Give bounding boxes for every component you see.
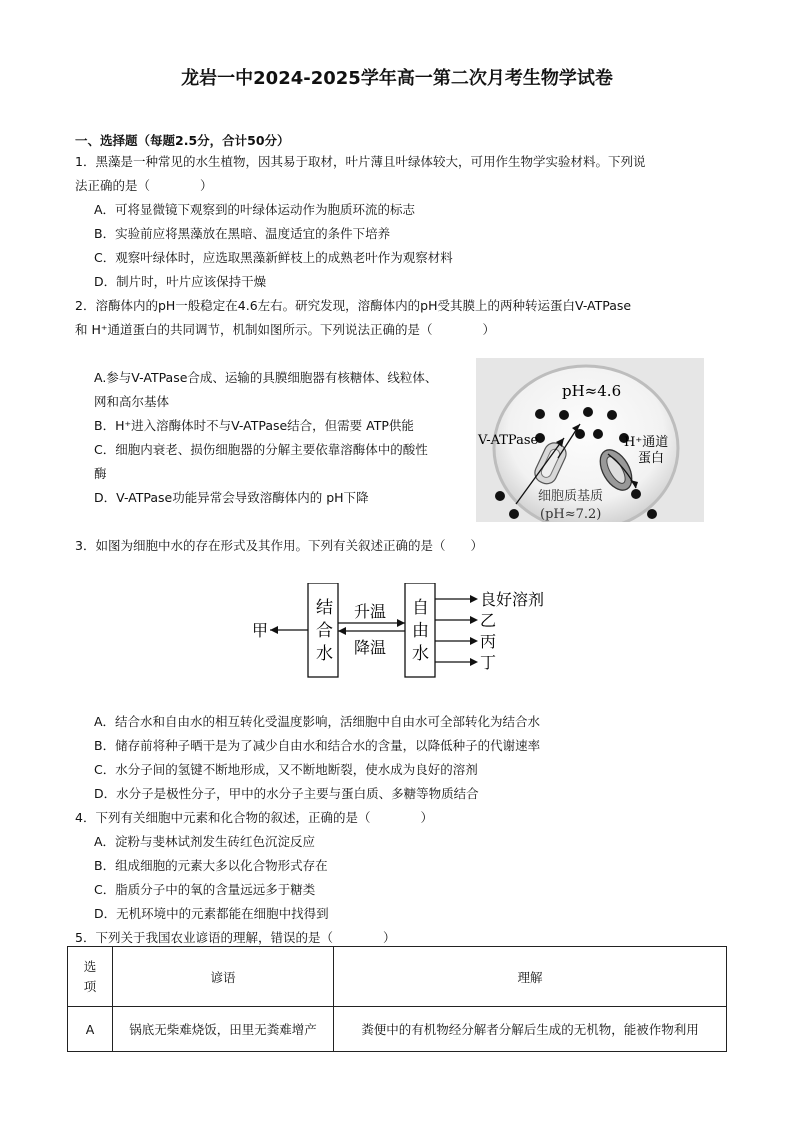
question-2-option-c-cont: 酶 <box>94 466 107 481</box>
question-2-option-a-cont: 网和高尔基体 <box>94 394 170 409</box>
question-4-stem: 4．下列有关细胞中元素和化合物的叙述，正确的是（ ） <box>75 810 433 825</box>
question-4-option-b: B．组成细胞的元素大多以化合物形式存在 <box>94 858 328 873</box>
section-heading: 一、选择题（每题2.5分，合计50分） <box>75 133 290 148</box>
question-3-stem: 3．如图为细胞中水的存在形式及其作用。下列有关叙述正确的是（ ） <box>75 538 483 553</box>
question-2-option-c: C．细胞内衰老、损伤细胞器的分解主要依靠溶酶体中的酸性 <box>94 442 428 457</box>
proton-dot <box>535 409 545 419</box>
ph-inside-label: pH≈4.6 <box>562 382 622 400</box>
proton-dot <box>593 429 603 439</box>
good-solvent-label: 良好溶剂 <box>480 590 545 609</box>
question-1-option-d: D．制片时，叶片应该保持干燥 <box>94 274 267 289</box>
lysosome-diagram <box>476 358 704 522</box>
question-2-option-d: D．V-ATPase功能异常会导致溶酶体内的 pH下降 <box>94 490 369 505</box>
proton-dot <box>559 410 569 420</box>
header-understanding: 理解 <box>334 947 727 1007</box>
page-title: 龙岩一中2024-2025学年高一第二次月考生物学试卷 <box>181 68 613 89</box>
lysosome-figure <box>476 358 704 522</box>
proton-dot <box>607 410 617 420</box>
question-3-option-c: C．水分子间的氢键不断地形成，又不断地断裂，使水成为良好的溶剂 <box>94 762 478 777</box>
bing-label: 丙 <box>480 632 497 651</box>
question-3-option-d: D．水分子是极性分子，甲中的水分子主要与蛋白质、多糖等物质结合 <box>94 786 479 801</box>
free-water-char-3: 水 <box>412 644 429 664</box>
proton-dot <box>495 491 505 501</box>
question-1-option-c: C．观察叶绿体时，应选取黑藻新鲜枝上的成熟老叶作为观察材料 <box>94 250 453 265</box>
table-row <box>68 1007 727 1052</box>
channel-label: H⁺通道 <box>624 435 669 450</box>
v-atpase-label: V-ATPase <box>478 433 539 448</box>
matrix-label: 细胞质基质 <box>538 489 604 504</box>
row-proverb: 锅底无柴难烧饭，田里无粪难增产 <box>113 1007 334 1052</box>
bound-water-char-3: 水 <box>316 644 333 664</box>
ding-label: 丁 <box>480 653 497 672</box>
question-1-option-b: B．实验前应将黑藻放在黑暗、温度适宜的条件下培养 <box>94 226 391 241</box>
question-1-option-a: A．可将显微镜下观察到的叶绿体运动作为胞质环流的标志 <box>94 202 416 217</box>
proton-dot <box>631 489 641 499</box>
question-3-option-b: B．储存前将种子晒干是为了减少自由水和结合水的含量，以降低种子的代谢速率 <box>94 738 541 753</box>
proverb-table <box>67 946 727 1052</box>
question-2-option-a: A.参与V-ATPase合成、运输的具膜细胞器有核糖体、线粒体、 <box>94 370 438 385</box>
question-5-stem: 5．下列关于我国农业谚语的理解，错误的是（ ） <box>75 930 396 945</box>
free-water-char-1: 自 <box>412 598 429 618</box>
channel-label-2: 蛋白 <box>638 451 665 466</box>
proton-dot <box>647 509 657 519</box>
matrix-ph-label: (pH≈7.2) <box>540 507 602 522</box>
question-2-stem: 2．溶酶体内的pH一般稳定在4.6左右。研究发现，溶酶体内的pH受其膜上的两种转运蛋白V-ATPase <box>75 298 632 313</box>
bound-water-char-2: 合 <box>316 621 333 641</box>
bound-water-char-1: 结 <box>316 598 333 618</box>
question-1-stem: 1．黑藻是一种常见的水生植物，因其易于取材，叶片薄且叶绿体较大，可用作生物学实验材料。下列说 <box>75 154 646 169</box>
header-option: 选 项 <box>68 947 113 1007</box>
header-proverb: 谚语 <box>113 947 334 1007</box>
proton-dot <box>509 509 519 519</box>
question-4-option-a: A．淀粉与斐林试剂发生砖红色沉淀反应 <box>94 834 316 849</box>
row-understanding: 粪便中的有机物经分解者分解后生成的无机物，能被作物利用 <box>334 1007 727 1052</box>
question-1-stem-cont: 法正确的是（ ） <box>75 178 213 193</box>
question-2-option-b: B．H⁺进入溶酶体时不与V-ATPase结合，但需要 ATP供能 <box>94 418 414 433</box>
free-water-char-2: 由 <box>412 621 429 641</box>
proton-dot <box>583 407 593 417</box>
row-option: A <box>68 1007 113 1052</box>
yi-label: 乙 <box>480 611 497 630</box>
table-header-row <box>68 947 727 1007</box>
heat-up-label: 升温 <box>354 602 387 621</box>
water-forms-diagram <box>250 583 570 691</box>
jia-label: 甲 <box>252 621 269 640</box>
question-3-option-a: A．结合水和自由水的相互转化受温度影响，活细胞中自由水可全部转化为结合水 <box>94 714 541 729</box>
question-2-stem-cont: 和 H⁺通道蛋白的共同调节，机制如图所示。下列说法正确的是（ ） <box>75 322 495 337</box>
cool-down-label: 降温 <box>354 638 387 657</box>
question-4-option-d: D．无机环境中的元素都能在细胞中找得到 <box>94 906 329 921</box>
question-4-option-c: C．脂质分子中的氧的含量远远多于糖类 <box>94 882 316 897</box>
